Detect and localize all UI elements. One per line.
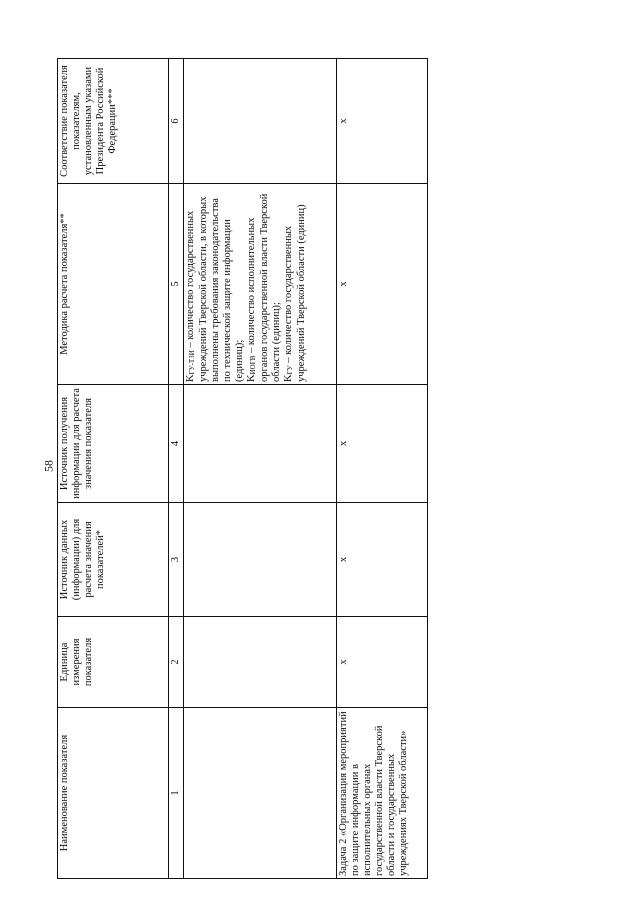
header-indicator-name: Наименование показателя [58,708,169,879]
col-number-2: 2 [169,617,184,708]
methodology-cell [184,184,337,385]
definition-k-gu-tzi: KГУ-ТЗИ – количество государственных учреждений Тверской области, в которых выполнены требования законодательства по технической защите информации (единиц); [185,196,245,382]
col-number-3: 3 [169,503,184,617]
column-numbers-row [169,59,184,879]
cell-empty [184,617,337,708]
rotated-table-container [57,59,422,879]
col-number-4: 4 [169,385,184,503]
cell-empty [184,385,337,503]
cell-empty [184,708,337,879]
page-number: 58 [41,460,56,472]
header-methodology: Методика расчета показателя** [58,184,169,385]
col-number-5: 5 [169,184,184,385]
task2-data-source: х [337,503,428,617]
task2-info-source: х [337,385,428,503]
col-number-1: 1 [169,708,184,879]
definition-k-iogv: KИОГВ – количество исполнительных органов государственной власти Тверской области (единиц); [246,193,282,382]
task2-name: Задача 2 «Организация мероприятий по защите информации в исполнительных органах государственной власти Тверской области и государственных учреждениях Тверской области» [337,708,428,879]
indicators-table [57,58,428,879]
col-number-6: 6 [169,59,184,184]
header-row [58,59,169,879]
header-data-source: Источник данных (информации) для расчета значения показателей* [58,503,169,617]
task2-row [337,59,428,879]
task2-method: х [337,184,428,385]
definition-k-gu: KГУ – количество государственных учреждений Тверской области (единиц) [283,204,307,382]
task2-unit: х [337,617,428,708]
header-info-source: Источник получения информации для расчета значения показателя [58,385,169,503]
cell-empty [184,59,337,184]
task2-compliance: х [337,59,428,184]
methodology-row [184,59,337,879]
header-compliance: Соответствие показателя показателям, установленным указами Президента Российской Федерации*** [58,59,169,184]
cell-empty [184,503,337,617]
header-unit: Единица измерения показателя [58,617,169,708]
